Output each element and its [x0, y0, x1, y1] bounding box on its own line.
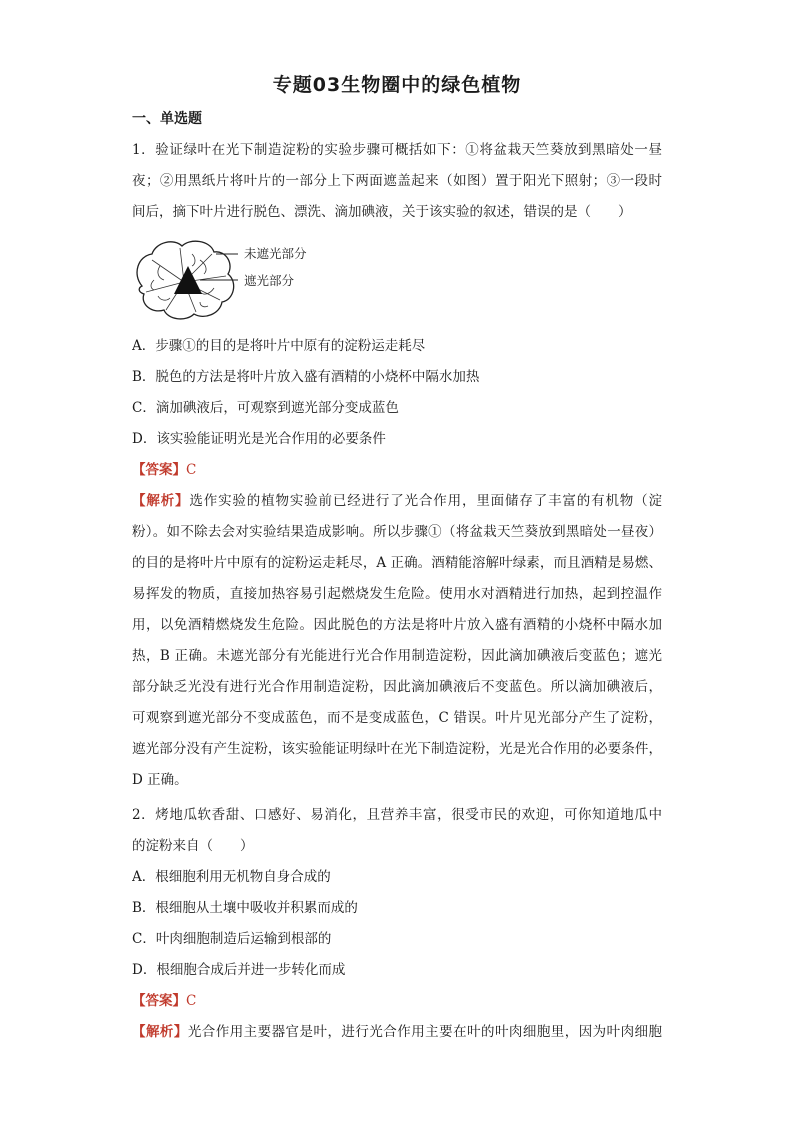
analysis-text: 光合作用主要器官是叶，进行光合作用主要在叶的叶肉细胞里，因为叶肉细胞 — [187, 1024, 662, 1040]
page-title: 专题03生物圈中的绿色植物 — [272, 74, 522, 96]
q1-analysis-line-5: 用，以免酒精燃烧发生危险。因此脱色的方法是将叶片放入盛有酒精的小烧杯中隔水加 — [132, 617, 662, 633]
q1-option-c: C．滴加碘液后，可观察到遮光部分变成蓝色 — [132, 400, 399, 416]
q1-stem-line-2: 夜；②用黑纸片将叶片的一部分上下两面遮盖起来（如图）置于阳光下照射；③一段时 — [132, 173, 662, 189]
answer-value: C — [186, 462, 197, 478]
q2-stem-line-1: 2．烤地瓜软香甜、口感好、易消化，且营养丰富，很受市民的欢迎，可你知道地瓜中 — [132, 807, 662, 823]
q2-analysis-line-1 — [132, 1022, 662, 1042]
analysis-tag: 【解析】 — [132, 493, 190, 509]
answer-value: C — [186, 993, 197, 1009]
q2-answer — [132, 991, 662, 1011]
q1-analysis-line-2: 粉）。如不除去会对实验结果造成影响。所以步骤①（将盆栽天竺葵放到黑暗处一昼夜） — [132, 524, 662, 540]
q1-answer — [132, 460, 662, 480]
q1-analysis-line-4: 易挥发的物质，直接加热容易引起燃烧发生危险。使用水对酒精进行加热，起到控温作 — [132, 586, 662, 602]
section-heading: 一、单选题 — [132, 111, 202, 127]
q2-option-c: C．叶肉细胞制造后运输到根部的 — [132, 931, 332, 947]
q1-analysis-line-9: 遮光部分没有产生淀粉，该实验能证明绿叶在光下制造淀粉，光是光合作用的必要条件， — [132, 741, 662, 757]
q1-analysis-line-1 — [132, 491, 662, 511]
label-unshaded-part: 未遮光部分 — [244, 246, 307, 261]
q2-option-a: A．根细胞利用无机物自身合成的 — [132, 869, 331, 885]
q1-option-b: B．脱色的方法是将叶片放入盛有酒精的小烧杯中隔水加热 — [132, 369, 480, 385]
q1-analysis-line-3: 的目的是将叶片中原有的淀粉运走耗尽，A 正确。酒精能溶解叶绿素，而且酒精是易燃、 — [132, 555, 662, 571]
analysis-tag: 【解析】 — [132, 1024, 188, 1040]
analysis-text: 选作实验的植物实验前已经进行了光合作用，里面储存了丰富的有机物（淀 — [189, 493, 662, 509]
label-shaded-part: 遮光部分 — [244, 273, 295, 288]
q1-analysis-line-6: 热，B 正确。未遮光部分有光能进行光合作用制造淀粉，因此滴加碘液后变蓝色；遮光 — [132, 648, 662, 664]
q1-option-a: A．步骤①的目的是将叶片中原有的淀粉运走耗尽 — [132, 338, 426, 354]
q1-analysis-line-8: 可观察到遮光部分不变成蓝色，而不是变成蓝色，C 错误。叶片见光部分产生了淀粉， — [132, 710, 662, 726]
answer-tag: 【答案】 — [132, 462, 186, 478]
q1-option-d: D．该实验能证明光是光合作用的必要条件 — [132, 431, 386, 447]
q1-analysis-line-7: 部分缺乏光没有进行光合作用制造淀粉，因此滴加碘液后不变蓝色。所以滴加碘液后， — [132, 679, 662, 695]
answer-tag: 【答案】 — [132, 993, 186, 1009]
q2-option-b: B．根细胞从土壤中吸收并积累而成的 — [132, 900, 358, 916]
q1-analysis-line-10: D 正确。 — [132, 772, 188, 788]
q2-option-d: D．根细胞合成后并进一步转化而成 — [132, 962, 346, 978]
q1-stem-line-3: 间后，摘下叶片进行脱色、漂洗、滴加碘液，关于该实验的叙述，错误的是（ ） — [132, 204, 632, 220]
leaf-diagram-icon — [130, 236, 350, 322]
leaf-figure — [130, 236, 350, 322]
q1-stem-line-1: 1．验证绿叶在光下制造淀粉的实验步骤可概括如下：①将盆栽天竺葵放到黑暗处一昼 — [132, 142, 662, 158]
q2-stem-line-2: 的淀粉来自（ ） — [132, 838, 254, 854]
